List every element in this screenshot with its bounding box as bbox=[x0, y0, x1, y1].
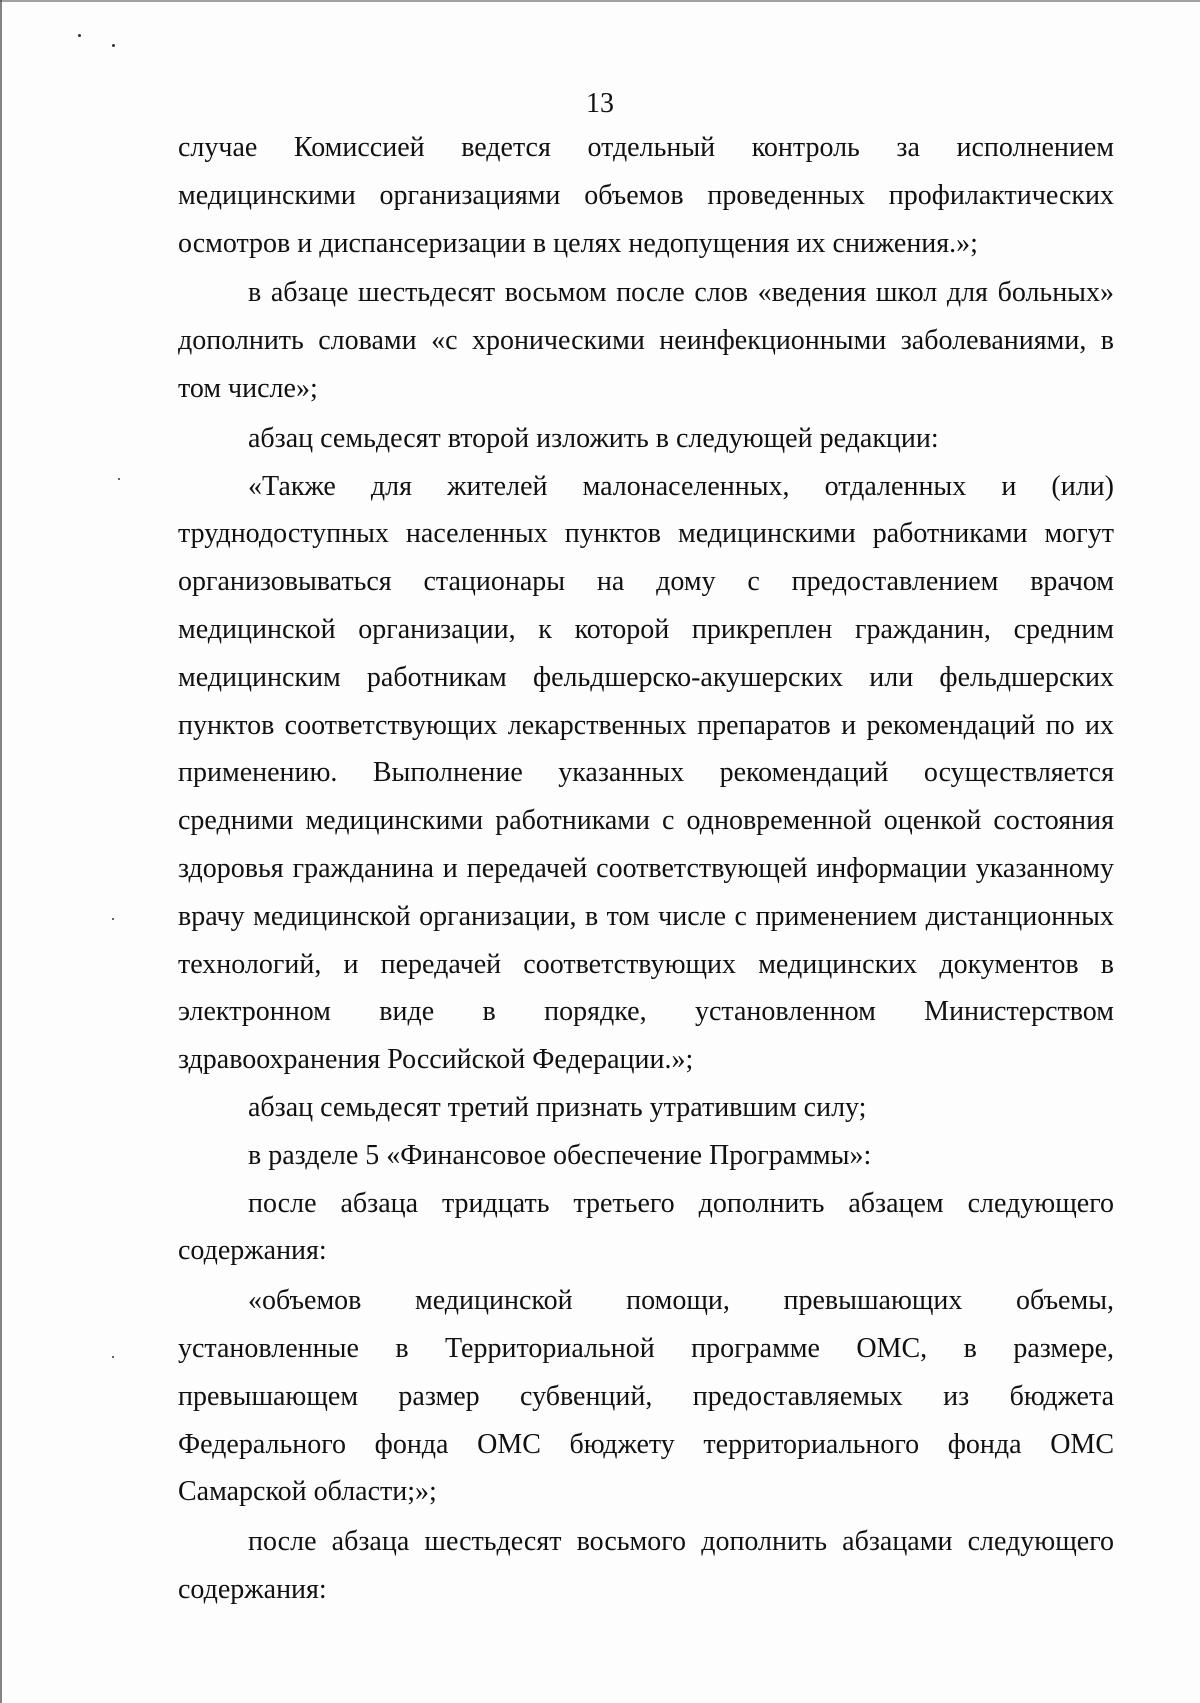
scan-top-edge bbox=[0, 0, 1200, 2]
scan-speck bbox=[112, 1356, 114, 1358]
paragraph: абзац семьдесят второй изложить в следующей редакции: bbox=[248, 422, 939, 454]
scan-left-edge bbox=[0, 0, 2, 1703]
page-number: 13 bbox=[586, 88, 614, 119]
paragraph: случае Комиссией ведется отдельный контроль за исполнением медицинскими организациями объемов проведенных профилактических осмотров и диспансеризации в целях недопущения их снижения.»; bbox=[178, 132, 1114, 259]
document-body bbox=[178, 124, 1114, 1614]
paragraph: после абзаца тридцать третьего дополнить абзацем следующего содержания: bbox=[178, 1187, 1114, 1267]
paragraph: после абзаца шестьдесят восьмого дополнить абзацами следующего содержания: bbox=[178, 1526, 1114, 1605]
paragraph: «объемов медицинской помощи, превышающих объемы, установленные в Территориальной программе ОМС, в размере, превышающем размер субвенций, предоставляемых из бюджета Федерального фонда ОМС бюджету территориального фонда ОМС Самарской области;»; bbox=[178, 1285, 1114, 1508]
scan-speck bbox=[112, 918, 114, 920]
scan-speck bbox=[112, 44, 115, 47]
paragraph: в абзаце шестьдесят восьмом после слов «ведения школ для больных» дополнить словами «с хроническими неинфекционными заболеваниями, в том числе»; bbox=[178, 277, 1114, 404]
paragraph: абзац семьдесят третий признать утратившим силу; bbox=[248, 1091, 867, 1123]
scan-speck bbox=[78, 34, 81, 37]
paragraph: в разделе 5 «Финансовое обеспечение Программы»: bbox=[248, 1139, 872, 1171]
paragraph: «Также для жителей малонаселенных, отдаленных и (или) труднодоступных населенных пунктов медицинскими работниками могут организовываться стационары на дому с предоставлением врачом медицинской организации, к которой прикреплен гражданин, средним медицинским работникам фельдшерско-акушерских или фельдшерских пунктов соответствующих лекарственных препаратов и рекомендаций по их применению. Выполнение указанных рекомендаций осуществляется средними медицинскими работниками с одновременной оценкой состояния здоровья гражданина и передачей соответствующей информации указанному врачу медицинской организации, в том числе с применением дистанционных технологий, и передачей соответствующих медицинских документов в электронном виде в порядке, установленном Министерством здравоохранения Российской Федерации.»; bbox=[178, 470, 1114, 1076]
scan-speck bbox=[118, 478, 120, 480]
